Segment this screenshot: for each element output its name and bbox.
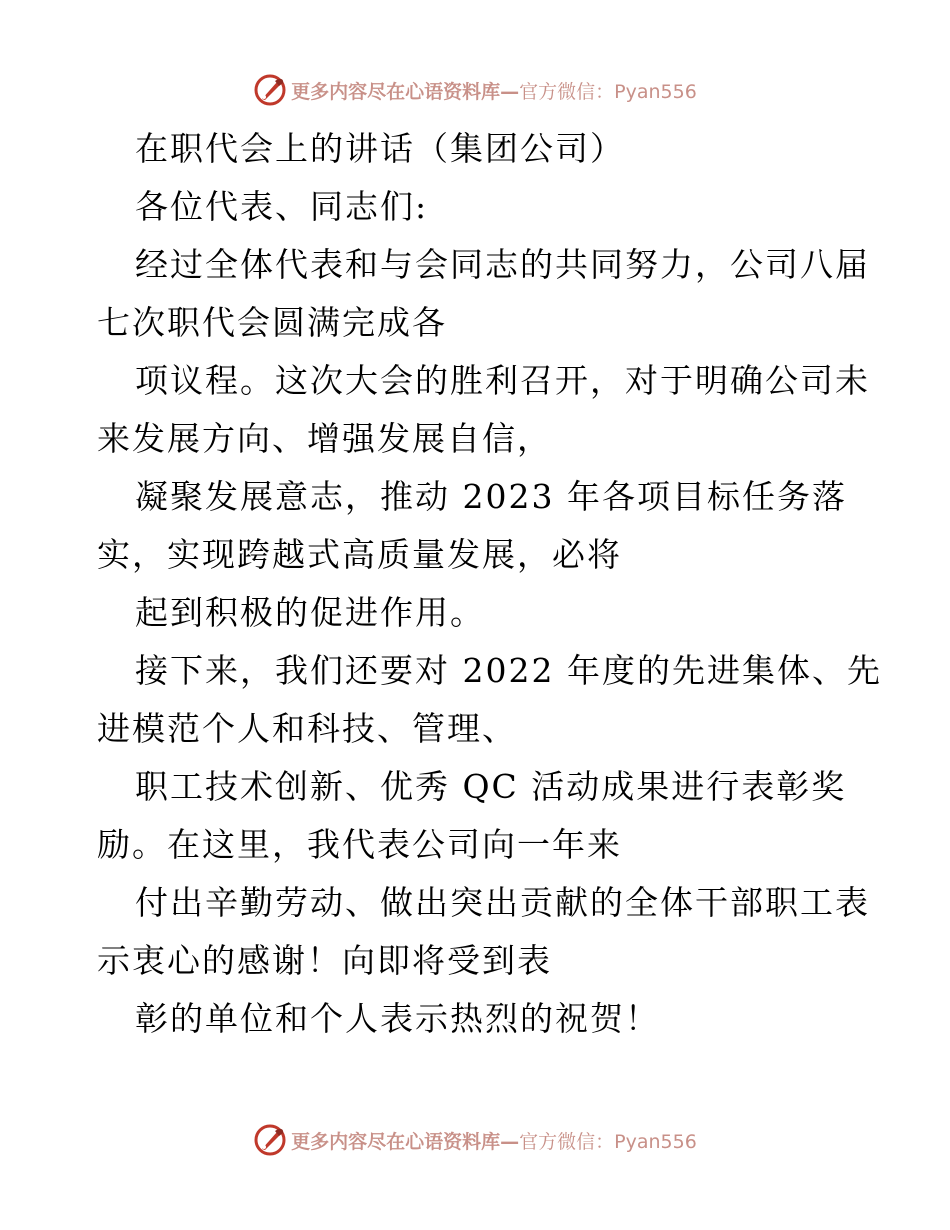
paragraph-line: 接下来，我们还要对 2022 年度的先进集体、先 [135, 651, 882, 690]
paragraph-line: 励。在这里，我代表公司向一年来 [97, 825, 622, 864]
quill-logo-icon [253, 1123, 287, 1157]
document-body [97, 120, 882, 1048]
paragraph-line: 职工技术创新、优秀 QC 活动成果进行表彰奖 [135, 767, 847, 806]
paragraph-line: 来发展方向、增强发展自信， [97, 419, 552, 458]
paragraph-line: 凝聚发展意志，推动 2023 年各项目标任务落 [135, 477, 847, 516]
paragraph-line: 付出辛勤劳动、做出突出贡献的全体干部职工表 [135, 883, 870, 922]
paragraph-line: 进模范个人和科技、管理、 [97, 709, 517, 748]
paragraph-line: 项议程。这次大会的胜利召开，对于明确公司未 [135, 361, 870, 400]
paragraph-line: 实，实现跨越式高质量发展，必将 [97, 535, 622, 574]
banner-text: 更多内容尽在心语资料库—官方微信：Pyan556 [291, 1130, 697, 1153]
paragraph-line: 起到积极的促进作用。 [135, 593, 485, 632]
paragraph-line: 经过全体代表和与会同志的共同努力，公司八届 [135, 245, 870, 284]
footer-banner [0, 1120, 950, 1160]
header-banner [0, 70, 950, 110]
quill-logo-icon [253, 73, 287, 107]
banner-text: 更多内容尽在心语资料库—官方微信：Pyan556 [291, 80, 697, 103]
paragraph-line: 示衷心的感谢！向即将受到表 [97, 941, 552, 980]
paragraph-line: 七次职代会圆满完成各 [97, 303, 447, 342]
paragraph-line: 彰的单位和个人表示热烈的祝贺！ [135, 999, 660, 1038]
document-title: 在职代会上的讲话（集团公司） [135, 129, 625, 168]
wechat-id: 官方微信：Pyan556 [519, 80, 697, 103]
wechat-id: 官方微信：Pyan556 [519, 1130, 697, 1153]
salutation: 各位代表、同志们: [135, 187, 429, 226]
